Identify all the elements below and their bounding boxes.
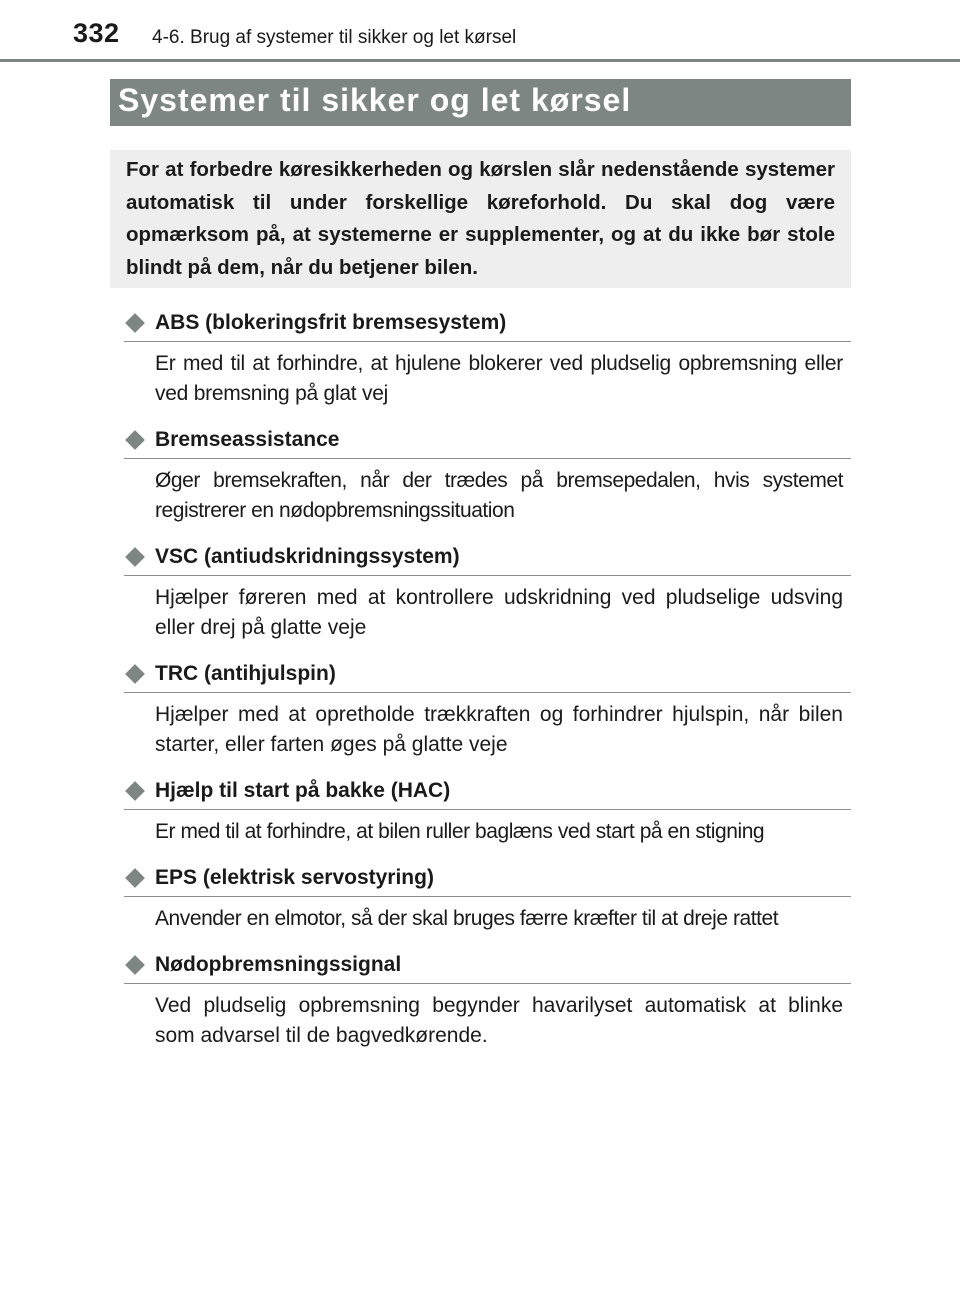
feature-title: Bremseassistance bbox=[155, 428, 340, 451]
feature-title: TRC (antihjulspin) bbox=[155, 662, 336, 685]
diamond-icon bbox=[125, 664, 145, 684]
diamond-icon bbox=[125, 547, 145, 567]
feature-description: Anvender en elmotor, så der skal bruges færre kræfter til at dreje rattet bbox=[155, 907, 779, 930]
feature-eps bbox=[124, 864, 851, 934]
feature-description: Hjælper føreren med at kontrollere udskridning ved pludselige udsving eller drej på glatte veje bbox=[155, 586, 843, 639]
page-number: 332 bbox=[73, 18, 120, 48]
diamond-icon bbox=[125, 868, 145, 888]
running-header: 4-6. Brug af systemer til sikker og let kørsel bbox=[152, 27, 517, 48]
feature-emergency-signal bbox=[124, 951, 851, 1051]
feature-description: Øger bremsekraften, når der trædes på bremsepedalen, hvis systemet registrerer en nødopbremsningssituation bbox=[155, 469, 843, 522]
feature-title: VSC (antiudskridningssystem) bbox=[155, 545, 460, 568]
feature-heading bbox=[124, 660, 851, 693]
feature-brake-assist bbox=[124, 426, 851, 526]
feature-title: Hjælp til start på bakke (HAC) bbox=[155, 779, 451, 802]
section-title-bar bbox=[110, 79, 851, 126]
feature-hac bbox=[124, 777, 851, 847]
diamond-icon bbox=[125, 955, 145, 975]
feature-description: Hjælper med at opretholde trækkraften og forhindrer hjulspin, når bilen starter, eller farten øges på glatte veje bbox=[155, 703, 843, 756]
feature-heading bbox=[124, 777, 851, 810]
feature-description: Er med til at forhindre, at bilen ruller baglæns ved start på en stigning bbox=[155, 820, 765, 843]
feature-vsc bbox=[124, 543, 851, 643]
feature-title: Nødopbremsningssignal bbox=[155, 953, 402, 976]
intro-text: For at forbedre køresikkerheden og kørslen slår nedenstående systemer automatisk til under forskellige køreforhold. Du skal dog være opmærksom på, at systemerne er supplementer, og at du ikke bør stole blindt på dem, når du betjener bilen. bbox=[126, 158, 835, 279]
feature-heading bbox=[124, 309, 851, 342]
feature-heading bbox=[124, 543, 851, 576]
feature-heading bbox=[124, 426, 851, 459]
feature-title: EPS (elektrisk servostyring) bbox=[155, 866, 434, 889]
diamond-icon bbox=[125, 430, 145, 450]
feature-heading bbox=[124, 864, 851, 897]
feature-description: Er med til at forhindre, at hjulene blokerer ved pludselig opbremsning eller ved bremsning på glat vej bbox=[155, 352, 843, 405]
intro-box bbox=[110, 150, 851, 288]
diamond-icon bbox=[125, 313, 145, 333]
feature-trc bbox=[124, 660, 851, 760]
feature-abs bbox=[124, 309, 851, 409]
diamond-icon bbox=[125, 781, 145, 801]
feature-heading bbox=[124, 951, 851, 984]
feature-description: Ved pludselig opbremsning begynder havarilyset automatisk at blinke som advarsel til de bagvedkørende. bbox=[155, 994, 843, 1047]
feature-title: ABS (blokeringsfrit bremsesystem) bbox=[155, 311, 507, 334]
section-title: Systemer til sikker og let kørsel bbox=[118, 82, 632, 118]
header-rule bbox=[0, 59, 960, 62]
